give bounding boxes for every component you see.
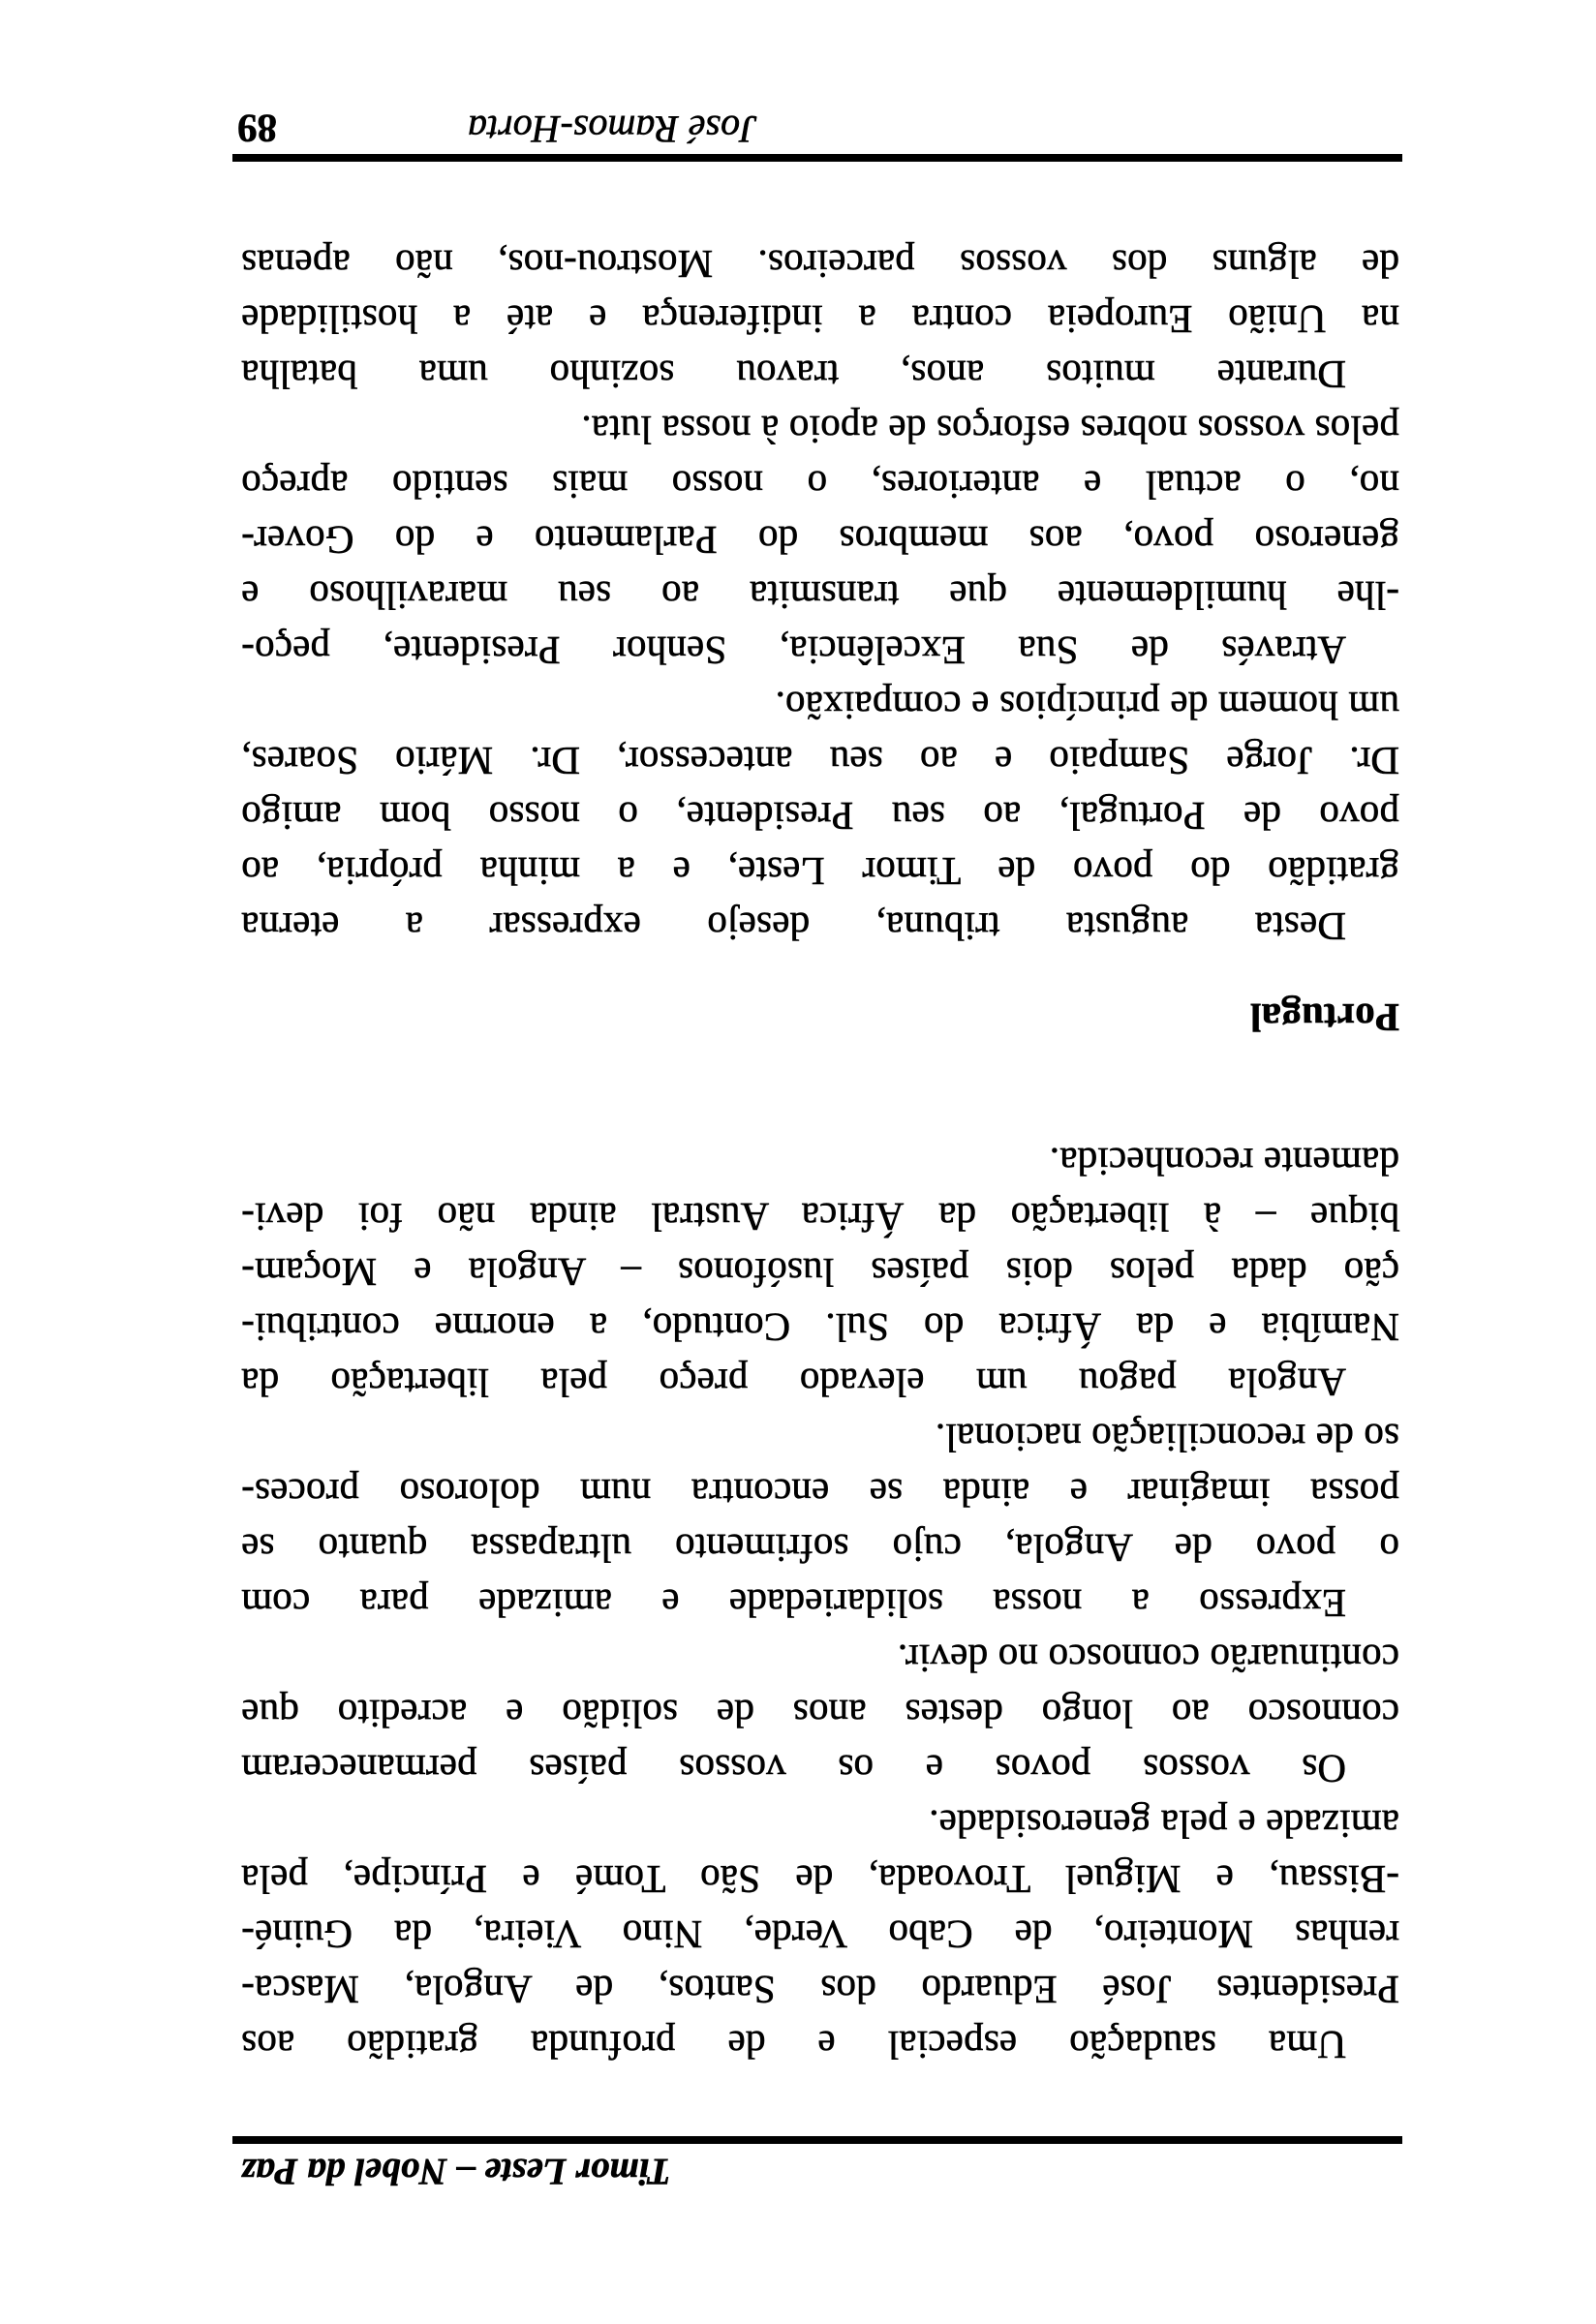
body-line: Os vossos povos e os vossos países permaneceram — [241, 1747, 1346, 1791]
body-line: bique – à libertação da África Austral ainda não foi devi- — [241, 1195, 1399, 1239]
running-footer — [237, 95, 1399, 153]
body-line: so de reconciliação nacional. — [935, 1416, 1399, 1460]
page-number: 89 — [237, 107, 277, 151]
running-header-title: Timor Leste – Nobel da Paz — [241, 2151, 671, 2192]
body-line: possa imaginar e ainda se encontra num doloroso proces- — [241, 1471, 1399, 1515]
page-body — [241, 236, 1399, 2072]
body-line: ção dada pelos dois países lusófonos – Angola e Moçam- — [241, 1250, 1399, 1295]
footer-rule — [232, 154, 1402, 162]
running-footer-author: José Ramos-Horta — [468, 107, 757, 151]
body-line: de alguns dos vossos parceiros. Mostrou-nos, não apenas — [241, 242, 1399, 287]
body-line: povo de Portugal, ao seu Presidente, o nosso bom amigo — [241, 794, 1399, 839]
body-line: Através de Sua Excelência, Senhor Presidente, peço- — [241, 628, 1346, 673]
header-rule — [232, 2136, 1402, 2144]
body-line: Durante muitos anos, travou sozinho uma batalha — [241, 352, 1346, 397]
body-line: gratidão do povo de Timor Leste, e a minha própria, ao — [241, 849, 1399, 894]
body-line: Angola pagou um elevado preço pela libertação da — [241, 1361, 1346, 1405]
body-line: generoso povo, aos membros do Parlamento e do Gover- — [241, 518, 1399, 563]
body-line: pelos vossos nobres esforços de apoio à nossa luta. — [581, 408, 1399, 452]
body-line: Presidentes José Eduardo dos Santos, de Angola, Masca- — [241, 1968, 1399, 2012]
body-line: continuarão connosco no devir. — [897, 1636, 1399, 1681]
body-line: -lhe humildemente que transmita ao seu maravilhoso e — [241, 573, 1399, 618]
section-heading: Portugal — [1249, 995, 1399, 1040]
body-line: um homem de princípios e compaixão. — [775, 684, 1399, 728]
body-line: na União Europeia contra a indiferença e até a hostilidade — [241, 297, 1399, 342]
body-line: Namíbia e da África do Sul. Contudo, a enorme contribui- — [241, 1305, 1399, 1350]
body-line: Desta augusta tribuna, desejo expressar a eterna — [241, 904, 1346, 949]
body-line: Expresso a nossa solidariedade e amizade para com — [241, 1581, 1346, 1626]
body-line: amizade e pela generosidade. — [929, 1802, 1399, 1847]
body-line: o povo de Angola, cujo sofrimento ultrapassa quanto se — [241, 1526, 1399, 1571]
body-line: connosco ao longo destes anos de solidão e acredito que — [241, 1692, 1399, 1736]
body-line: damente reconhecida. — [1049, 1140, 1399, 1184]
body-line: no, o actual e anteriores, o nosso mais sentido apreço — [241, 463, 1399, 507]
body-line: -Bissau, e Miguel Trovoada, de São Tomé e Príncipe, pela — [241, 1857, 1399, 1902]
body-line: Dr. Jorge Sampaio e ao seu antecessor, Dr. Mário Soares, — [241, 739, 1399, 783]
body-line: Uma saudação especial e de profunda gratidão aos — [241, 2023, 1346, 2067]
body-line: renhas Monteiro, de Cabo Verde, Nino Vieira, da Guiné- — [241, 1912, 1399, 1957]
